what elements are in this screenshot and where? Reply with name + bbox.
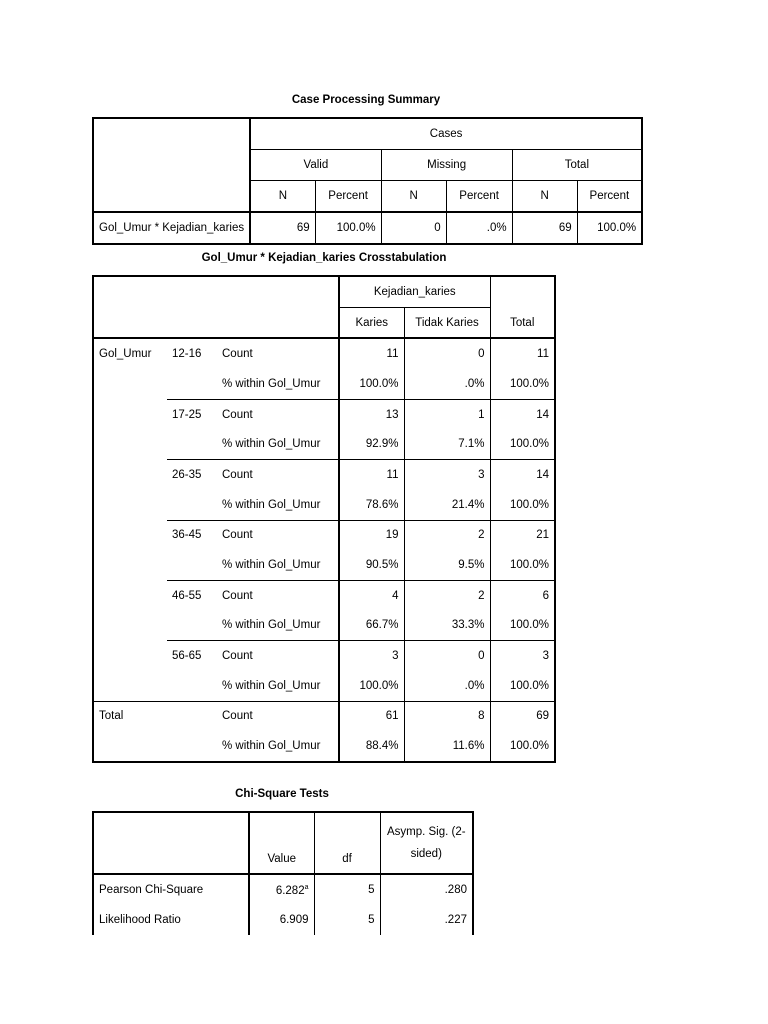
count-cell: 0 bbox=[404, 641, 490, 671]
empty-cell bbox=[93, 460, 167, 490]
percent-cell: 66.7% bbox=[339, 611, 404, 641]
empty-cell bbox=[93, 671, 167, 701]
sub-header: Percent bbox=[577, 181, 642, 213]
count-cell: 11 bbox=[339, 460, 404, 490]
crosstab-title: Gol_Umur * Kejadian_karies Crosstabulation bbox=[201, 252, 447, 264]
row-variable-label: Gol_Umur bbox=[93, 338, 167, 369]
count-cell: 14 bbox=[490, 399, 555, 429]
cases-header: Cases bbox=[250, 118, 642, 150]
cell-value: 100.0% bbox=[577, 212, 642, 244]
chi-stub bbox=[93, 812, 249, 874]
row-label: Gol_Umur * Kejadian_karies bbox=[93, 212, 250, 244]
chi-square-table bbox=[92, 811, 474, 935]
df-header: df bbox=[314, 812, 380, 874]
cell-value: 0 bbox=[381, 212, 446, 244]
percent-cell: 100.0% bbox=[490, 369, 555, 399]
empty-cell bbox=[167, 429, 217, 459]
test-df: 5 bbox=[314, 874, 380, 905]
test-sig: .280 bbox=[380, 874, 473, 905]
empty-cell bbox=[93, 399, 167, 429]
percent-cell: 78.6% bbox=[339, 490, 404, 520]
empty-cell bbox=[93, 580, 167, 610]
count-cell: 21 bbox=[490, 520, 555, 550]
count-cell: 4 bbox=[339, 580, 404, 610]
empty-cell bbox=[167, 701, 217, 731]
count-cell: 3 bbox=[339, 641, 404, 671]
count-cell: 14 bbox=[490, 460, 555, 490]
count-label: Count bbox=[217, 580, 339, 610]
age-group-label: 26-35 bbox=[167, 460, 217, 490]
sub-header: N bbox=[250, 181, 315, 213]
header-stub bbox=[93, 118, 250, 212]
tidak-karies-header: Tidak Karies bbox=[404, 307, 490, 338]
percent-cell: 90.5% bbox=[339, 550, 404, 580]
percent-label: % within Gol_Umur bbox=[222, 679, 321, 692]
empty-cell bbox=[167, 490, 217, 520]
count-label: Count bbox=[217, 520, 339, 550]
count-cell: 19 bbox=[339, 520, 404, 550]
empty-cell bbox=[93, 520, 167, 550]
empty-cell bbox=[167, 611, 217, 641]
percent-cell: 88.4% bbox=[339, 731, 404, 762]
count-cell: 13 bbox=[339, 399, 404, 429]
chi-square-title: Chi-Square Tests bbox=[235, 788, 329, 800]
count-label: Count bbox=[217, 641, 339, 671]
percent-cell: .0% bbox=[404, 369, 490, 399]
value-header: Value bbox=[249, 812, 314, 874]
test-value: 6.282$^a$ bbox=[249, 874, 314, 905]
test-sig: .227 bbox=[380, 905, 473, 935]
percent-label: % within Gol_Umur bbox=[222, 619, 321, 632]
percent-cell: 100.0% bbox=[339, 369, 404, 399]
percent-cell: .0% bbox=[404, 671, 490, 701]
crosstab-table bbox=[92, 275, 556, 763]
percent-cell: 100.0% bbox=[490, 550, 555, 580]
percent-cell: 7.1% bbox=[404, 429, 490, 459]
karies-header: Karies bbox=[339, 307, 404, 338]
sub-header: N bbox=[512, 181, 577, 213]
percent-cell: 11.6% bbox=[404, 731, 490, 762]
count-label: Count bbox=[217, 338, 339, 369]
count-label: Count bbox=[217, 701, 339, 731]
count-cell: 2 bbox=[404, 580, 490, 610]
age-group-label: 36-45 bbox=[167, 520, 217, 550]
empty-cell bbox=[93, 369, 167, 399]
cell-value: 100.0% bbox=[315, 212, 381, 244]
percent-cell: 100.0% bbox=[490, 611, 555, 641]
test-value: 6.909 bbox=[249, 905, 314, 935]
percent-cell: 100.0% bbox=[339, 671, 404, 701]
cell-value: 69 bbox=[512, 212, 577, 244]
col-group-header: Kejadian_karies bbox=[339, 276, 490, 307]
count-cell: 2 bbox=[404, 520, 490, 550]
age-group-label: 46-55 bbox=[167, 580, 217, 610]
total-col-header: Total bbox=[490, 276, 555, 338]
age-group-label: 56-65 bbox=[167, 641, 217, 671]
percent-cell: 21.4% bbox=[404, 490, 490, 520]
percent-label: % within Gol_Umur bbox=[222, 377, 321, 390]
sig-header-line2: sided) bbox=[410, 848, 442, 860]
crosstab-stub bbox=[93, 276, 339, 338]
percent-cell: 9.5% bbox=[404, 550, 490, 580]
case-summary-table bbox=[92, 117, 643, 245]
count-cell: 69 bbox=[490, 701, 555, 731]
test-df: 5 bbox=[314, 905, 380, 935]
percent-cell: 100.0% bbox=[490, 490, 555, 520]
percent-cell: 100.0% bbox=[490, 429, 555, 459]
test-label: Likelihood Ratio bbox=[93, 905, 249, 935]
percent-cell: 100.0% bbox=[490, 671, 555, 701]
case-summary-title: Case Processing Summary bbox=[291, 94, 441, 106]
sub-header: N bbox=[381, 181, 446, 213]
percent-cell: 33.3% bbox=[404, 611, 490, 641]
count-cell: 6 bbox=[490, 580, 555, 610]
count-cell: 0 bbox=[404, 338, 490, 369]
test-label: Pearson Chi-Square bbox=[93, 874, 249, 905]
sub-header: Percent bbox=[315, 181, 381, 213]
sig-header-line1: Asymp. Sig. (2- bbox=[386, 826, 466, 838]
cell-value: 69 bbox=[250, 212, 315, 244]
total-header: Total bbox=[512, 150, 642, 181]
percent-cell: 92.9% bbox=[339, 429, 404, 459]
count-cell: 11 bbox=[339, 338, 404, 369]
total-row-label: Total bbox=[93, 701, 167, 731]
percent-label: % within Gol_Umur bbox=[222, 559, 321, 572]
count-cell: 1 bbox=[404, 399, 490, 429]
percent-label: % within Gol_Umur bbox=[222, 740, 321, 753]
age-group-label: 17-25 bbox=[167, 399, 217, 429]
empty-cell bbox=[93, 550, 167, 580]
empty-cell bbox=[93, 490, 167, 520]
empty-cell bbox=[167, 369, 217, 399]
count-label: Count bbox=[217, 399, 339, 429]
sub-header: Percent bbox=[446, 181, 512, 213]
sig-header bbox=[380, 812, 473, 874]
footnote-marker: a bbox=[304, 883, 309, 891]
count-cell: 3 bbox=[490, 641, 555, 671]
age-group-label: 12-16 bbox=[167, 338, 217, 369]
count-label: Count bbox=[217, 460, 339, 490]
empty-cell bbox=[93, 641, 167, 671]
count-cell: 11 bbox=[490, 338, 555, 369]
count-cell: 3 bbox=[404, 460, 490, 490]
count-cell: 61 bbox=[339, 701, 404, 731]
percent-label: % within Gol_Umur bbox=[222, 498, 321, 511]
empty-cell bbox=[167, 671, 217, 701]
percent-label: % within Gol_Umur bbox=[222, 438, 321, 451]
percent-cell: 100.0% bbox=[490, 731, 555, 762]
missing-header: Missing bbox=[381, 150, 512, 181]
cell-value: .0% bbox=[446, 212, 512, 244]
empty-cell bbox=[93, 731, 167, 762]
empty-cell bbox=[93, 611, 167, 641]
empty-cell bbox=[93, 429, 167, 459]
empty-cell bbox=[167, 731, 217, 762]
valid-header: Valid bbox=[250, 150, 381, 181]
count-cell: 8 bbox=[404, 701, 490, 731]
empty-cell bbox=[167, 550, 217, 580]
